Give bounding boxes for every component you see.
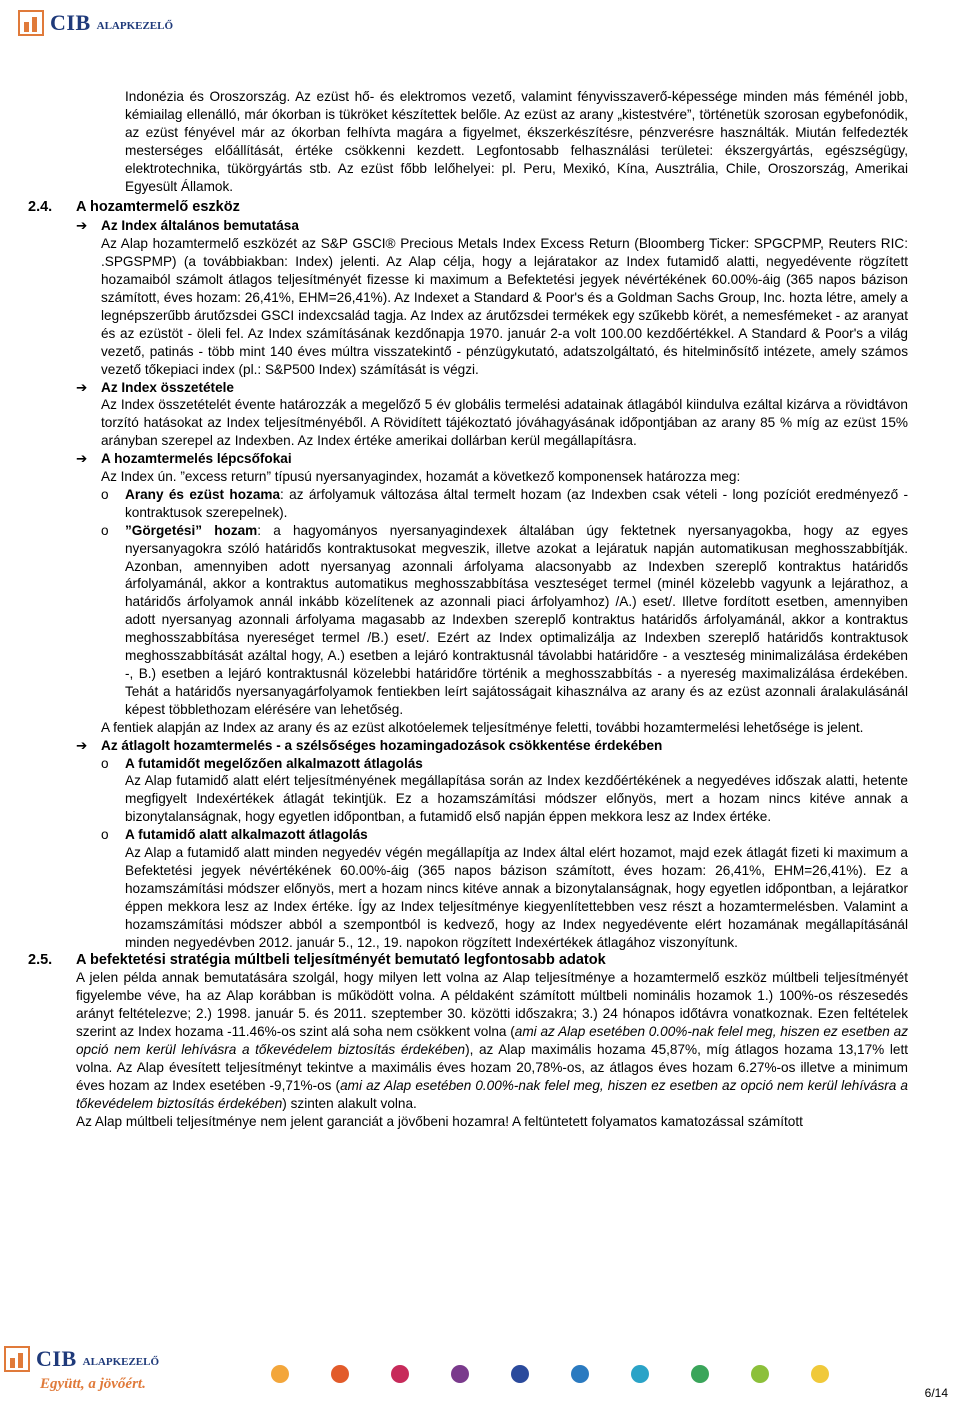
arrow-icon: ➔ bbox=[76, 218, 88, 234]
paragraph: Az Alap futamidő alatt elért teljesítményének megállapítása során az Index kezdőértékének a negyedéves időszak alatti, hetente megfigyelt Indexértékek átlagát tekintjük. Ez a hozamszámítási módszer előnyös, mert a hozam nincs kitéve annak a bizonytalanságnak, hogy egyetlen időpontban, a futamidő első napján éppen mekkora lesz az Index értéke. bbox=[125, 773, 908, 825]
list-item: o A futamidő alatt alkalmazott átlagolás bbox=[101, 827, 368, 843]
paragraph: Az Index ún. ”excess return” típusú nyersanyagindex, hozamát a következő komponensek határozza meg: bbox=[101, 469, 741, 485]
bullet-icon: o bbox=[101, 827, 109, 843]
list-item: o Arany és ezüst hozama: az árfolyamuk változása által termelt hozam (az Indexben csak vételi - long pozíciót eredményező - kontraktusok szerepelnek). bbox=[101, 486, 909, 520]
subheading-return-steps: ➔ A hozamtermelés lépcsőfokai bbox=[76, 451, 292, 467]
document-body bbox=[28, 88, 908, 1131]
section-number: 2.5. bbox=[28, 951, 53, 968]
bullet-icon: o bbox=[101, 522, 109, 538]
section-title: A befektetési stratégia múltbeli teljesítményét bemutató legfontosabb adatok bbox=[76, 951, 606, 968]
paragraph: Az Alap múltbeli teljesítménye nem jelent garanciát a jövőbeni hozamra! A feltüntetett folyamatos kamatozással számított bbox=[76, 1113, 803, 1129]
paragraph: Az Index összetételét évente határozzák a megelőző 5 év globális termelési adatainak átlagából kiindulva ezáltal kizárva a rövidtávon torzító hatásokat az Index teljesítményéből. A Rövidített tájékoztató jóváhagyásának időpontjában az arany 85 % míg az ezüst 15% arányban szerepel az Indexben. Az Index értéke amerikai dollárban kerül megállapításra. bbox=[101, 397, 908, 449]
arrow-icon: ➔ bbox=[76, 737, 88, 753]
cib-logo-icon bbox=[4, 1346, 30, 1372]
intro-paragraph: Indonézia és Oroszország. Az ezüst hő- és elektromos vezető, valamint fényvisszaverő-képessége minden más féménél jobb, kémiailag ellenálló, már ókorban is tükröket készítettek belőle. Az ezüst az arany „kistestvére”, történetük szorosan egybefonódik, az ezüst fényével már az ókorban felhívta magára a figyelmet, ékszerkészítésre, pénzverésre használták. Miután felfedezték mesterséges előállítását, értéke csökkenni kezdett. Legfontosabb felhasználási területei: ékszergyártás, egészségügy, elektrotechnika, tükörgyártás stb. Az ezüst főbb lelőhelyei: pl. Peru, Mexikó, Kína, Ausztrália, Chile, Oroszország, Amerikai Egyesült Államok. bbox=[125, 89, 908, 194]
subheading-averaging: ➔ Az átlagolt hozamtermelés - a szélsőséges hozamingadozások csökkentése érdekében bbox=[76, 737, 663, 753]
bullet-icon: o bbox=[101, 755, 109, 771]
arrow-icon: ➔ bbox=[76, 451, 88, 467]
arrow-icon: ➔ bbox=[76, 379, 88, 395]
section-title: A hozamtermelő eszköz bbox=[76, 199, 240, 216]
logo-text: CIB bbox=[36, 1346, 77, 1371]
paragraph: A jelen példa annak bemutatására szolgál, hogy milyen lett volna az Alap teljesítménye a hozamtermelő eszköz múltbeli teljesítményét figyelembe véve, ha az Alap korábban is működött volna. A példaként számított múltbeli nominális hozamok 1.) 100%-os részesedés arányt feltételezve; 2.) 1998. január 5. és 2011. szeptember 30. közötti időszakra; 3.) 24 hónapos időtávra vonatkoznak. Ezen feltételek szerint az Index hozama -11.46%-os szint alá soha nem csökkent volna (ami az Alap esetében 0.00%-nak felel meg, hiszen ez esetben az opció nem kerül lehívásra a tőkevédelem biztosítás érdekében), az Alap maximális hozama 45,87%, míg átlagos hozama 13,17% lett volna. Az Alap évesített teljesítményt tekintve a maximális éves hozam 20,78%-os, az átlagos éves hozam 6.27%-os illetve a minimum éves hozam az Index esetében -9,71%-os (ami az Alap esetében 0.00%-nak felel meg, hiszen ez esetben az opció nem kerül lehívásra a tőkevédelem biztosítás érdekében) szinten alakult volna. bbox=[76, 970, 908, 1111]
paragraph: Az Alap a futamidő alatt minden negyedév végén megállapítja az Index által elért hozamot, majd ezek átlagát fizeti ki maximum a Befektetési jegyek névértékének 60.00%-áig (365 napos bázison számított, éves hozam: 26,41%, EHM=26,41%). Ez a hozamszámítási módszer előnyös, mert a hozam nincs kitéve annak a bizonytalanságnak, hogy egyetlen időpontban, a lejáratkor éppen mekkora lesz az Index értéke. Így az Index teljesítménye kiegyenlítettebben vesz részt a hozamtermelésben. Valamint a hozamszámítási módszer abból a szempontból is kedvező, hogy az Index negyedévente elért hozamának megállapításánál minden negyedévben 2012. január 5., 12., 19. napokon rögzített Indexértékek átlagához viszonyítunk. bbox=[125, 845, 908, 950]
section-2-4-heading bbox=[28, 199, 908, 217]
slogan: Együtt, a jövőért. bbox=[40, 1376, 146, 1392]
subheading-index-intro: ➔ Az Index általános bemutatása bbox=[76, 218, 299, 234]
decorative-dots bbox=[240, 1352, 930, 1392]
bullet-icon: o bbox=[101, 486, 109, 502]
paragraph: A fentiek alapján az Index az arany és az ezüst alkotóelemek teljesítménye feletti, további hozamtermelési lehetősége is jelent. bbox=[101, 719, 864, 735]
footer-logo bbox=[4, 1346, 159, 1393]
section-number: 2.4. bbox=[28, 199, 53, 216]
paragraph: Az Alap hozamtermelő eszközét az S&P GSCI® Precious Metals Index Excess Return (Bloomberg Ticker: SPGCPMP, Reuters RIC: .SPGSPMP) (a továbbiakban: Index) jelenti. Az Alap célja, hogy a lejáratakor az Index futamidő alatti, negyedévente rögzített hozamaiból számolt átlagos teljesítményét fizesse ki maximum a Befektetési jegyek névértékének 60.00%-áig (365 napos bázison számított, éves hozam: 26,41%, EHM=26,41%). Az Indexet a Standard & Poor's és a Goldman Sachs Group, Inc. hozta létre, amely a legnépszerűbb árutőzsdei GSCI indexcsalád tagja. Az Index az árutőzsdei termékek egy szűkebb körét, a nemesfémeket - az aranyat és az ezüstöt - öleli fel. Az Index számításának kezdőnapja 1970. január 2-a volt 100.00 kezdőértékkel. A Standard & Poor's a világ vezető, patinás - több mint 140 éves múltra visszatekintő - pénzügykutató, adatszolgáltató, és hitelminősítő intézete, amely számos vezető tőkepiaci index (pl.: S&P500 Index) számítását is végzi. bbox=[101, 236, 908, 377]
header-logo bbox=[18, 10, 173, 36]
section-2-5-heading bbox=[28, 952, 908, 970]
subheading-composition: ➔ Az Index összetétele bbox=[76, 379, 234, 395]
page-number: 6/14 bbox=[924, 1386, 948, 1400]
cib-logo-icon bbox=[18, 10, 44, 36]
logo-subtitle: ALAPKEZELŐ bbox=[82, 1356, 160, 1368]
list-item: o ”Görgetési” hozam: a hagyományos nyersanyagindexek általában úgy fektetnek nyersanyagokba, hogy az egyes nyersanyagokra szóló határidős kontraktusokat megveszik, illetve azokat a lejáratuk napján automatikusan meghosszabbítják. Azonban, amennyiben adott nyersanyag azonnali árfolyama alacsonyabb az Indexben szereplő kontraktus határidős árfolyamánál, akkor a kontraktus automatikus meghosszabbítása veszteséget termel (minél közelebb vagyunk a lejárathoz, a határidős árfolyamok annál inkább közelítenek az azonnali piaci árfolyamhoz) /A.) eset/. Illetve fordított esetben, amennyiben adott nyersanyag azonnali árfolyama magasabb az Indexben szereplő kontraktus határidős árfolyamánál, akkor a kontraktus meghosszabbítása nyereséget termel /B.) eset/. Ezért az Index optimalizálja az Indexben szereplő határidős kontraktusok meghosszabbítását azáltal hogy, A.) esetben a lejáró kontraktusnál távolabbi határidőre - a veszteség minimalizálása érdekében -, B.) esetben a lejáró kontraktusnál közelebbi határidőre történik a meghosszabbítás - a nyereség maximalizálása érdekében. Tehát a határidős nyersanyagárfolyamok fentiekben leírt sajátosságait kihasználva az arany és az ezüst azonnali áralakulásánál képest többlethozam elérésére van lehetőség. bbox=[101, 522, 908, 717]
logo-subtitle: ALAPKEZELŐ bbox=[96, 20, 174, 32]
list-item: o A futamidőt megelőzően alkalmazott átlagolás bbox=[101, 755, 423, 771]
logo-text: CIB bbox=[50, 10, 91, 35]
